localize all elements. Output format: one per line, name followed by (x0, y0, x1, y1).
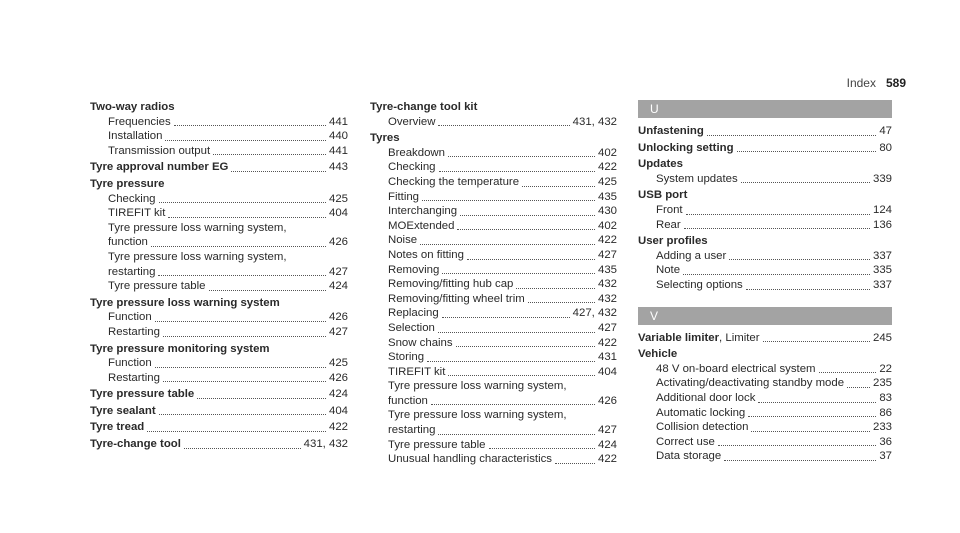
index-entry (370, 131, 617, 467)
dot-leader (763, 341, 870, 342)
sub-entry (370, 408, 617, 423)
sub-entry (370, 365, 617, 380)
index-entry (90, 342, 348, 386)
page-ref: 430 (597, 205, 617, 218)
sub-entry (638, 263, 892, 278)
dot-leader (684, 228, 870, 229)
entry-text: Variable limiter (638, 331, 720, 344)
entry-text: Snow chains (388, 336, 453, 349)
dot-leader (197, 398, 326, 399)
sub-entry (370, 336, 617, 351)
page-ref: 422 (597, 336, 617, 349)
dot-leader (751, 431, 870, 432)
sub-entry (638, 406, 892, 421)
index-entry (90, 420, 348, 435)
page-ref: 424 (328, 280, 348, 293)
dot-leader (555, 463, 595, 464)
page-ref: 80 (879, 141, 892, 154)
sub-entry (638, 203, 892, 218)
entry-text: Breakdown (388, 146, 445, 159)
sub-entry (370, 452, 617, 467)
sub-entry (638, 449, 892, 464)
sub-entry (638, 362, 892, 377)
page-ref: 337 (872, 249, 892, 262)
page-ref: 233 (872, 421, 892, 434)
entry-text: Adding a user (656, 249, 727, 262)
index-entry (638, 157, 892, 186)
sub-entry (90, 250, 348, 265)
dot-leader (168, 217, 326, 218)
dot-leader (448, 375, 595, 376)
page-ref: 22 (879, 362, 892, 375)
dot-leader (155, 321, 326, 322)
dot-leader (420, 244, 595, 245)
dot-leader (155, 367, 326, 368)
entry-text: Unfastening (638, 125, 704, 137)
index-entry (638, 124, 892, 139)
dot-leader (442, 317, 570, 318)
page-ref: 431 (597, 351, 617, 364)
main-term (370, 100, 617, 115)
entry-text: Tyre approval number EG (90, 161, 229, 174)
dot-leader (746, 289, 870, 290)
entry-text: restarting (388, 424, 436, 437)
dot-leader (748, 416, 876, 417)
page-ref: 425 (597, 175, 617, 188)
entry-text: Selection (388, 321, 435, 334)
index-entry (90, 160, 348, 175)
sub-entry (638, 435, 892, 450)
main-term (90, 160, 348, 175)
index-entry (638, 141, 892, 156)
entry-text: Tyre pressure loss warning system, (388, 409, 567, 422)
entry-text: Removing/fitting wheel trim (388, 292, 525, 305)
index-entry (638, 331, 892, 346)
page-ref: 245 (872, 331, 892, 344)
entry-text: Tyre-change tool kit (370, 101, 478, 113)
sub-entry (638, 278, 892, 293)
entry-text: Notes on fitting (388, 248, 464, 261)
sub-entry (638, 249, 892, 264)
sub-entry (90, 206, 348, 221)
page-ref: 86 (879, 406, 892, 419)
page-ref: 404 (328, 404, 348, 417)
entry-text: Front (656, 203, 683, 216)
sub-entry (638, 420, 892, 435)
entry-text: 48 V on-board electrical system (656, 362, 816, 375)
main-term (638, 347, 892, 362)
page-header (847, 76, 906, 90)
index-entry (638, 234, 892, 292)
index-column-3 (638, 100, 892, 466)
entry-text: Function (108, 311, 152, 324)
main-term (638, 124, 892, 139)
dot-leader (427, 361, 595, 362)
sub-entry (370, 233, 617, 248)
index-column-2 (370, 100, 617, 469)
entry-text: Tyre pressure monitoring system (90, 342, 270, 355)
dot-leader (159, 202, 326, 203)
sub-entry (638, 391, 892, 406)
entry-text: TIREFIT kit (108, 207, 166, 220)
page-ref: 426 (328, 371, 348, 384)
page-ref: 426 (328, 311, 348, 324)
sub-entry (90, 310, 348, 325)
sub-entry (638, 218, 892, 233)
page-ref: 427 (328, 325, 348, 338)
dot-leader (457, 229, 595, 230)
page-ref: 432 (597, 292, 617, 305)
entry-text: Unusual handling characteristics (388, 453, 552, 466)
header-title: Index (846, 76, 876, 90)
page-ref: 441 (328, 144, 348, 157)
entry-text: Restarting (108, 325, 160, 338)
page-ref: 424 (328, 388, 348, 401)
dot-leader (741, 182, 870, 183)
sub-entry (90, 325, 348, 340)
index-entry (638, 347, 892, 464)
entry-text: Overview (388, 115, 436, 128)
page-ref: 441 (328, 115, 348, 128)
sub-entry (370, 115, 617, 130)
entry-text: Fitting (388, 190, 420, 203)
page-ref: 404 (597, 365, 617, 378)
entry-text: Note (656, 264, 681, 277)
sub-entry (370, 160, 617, 175)
entry-text: Collision detection (656, 421, 749, 434)
page-ref: 424 (597, 438, 617, 451)
entry-text: Tyre pressure table (108, 280, 206, 293)
sub-entry (370, 219, 617, 234)
entry-text: function (388, 394, 428, 407)
entry-text: Tyre pressure (90, 177, 165, 190)
page-ref: 37 (879, 450, 892, 463)
dot-leader (165, 140, 326, 141)
dot-leader (718, 445, 876, 446)
page-ref: 425 (328, 192, 348, 205)
dot-leader (159, 414, 326, 415)
main-term (90, 296, 348, 311)
sub-entry (370, 204, 617, 219)
entry-text: TIREFIT kit (388, 365, 446, 378)
entry-text: Activating/deactivating standby mode (656, 377, 845, 390)
entry-text: User profiles (638, 235, 708, 248)
main-term (370, 131, 617, 146)
entry-text: Interchanging (388, 205, 458, 218)
dot-leader (184, 448, 301, 449)
main-term (90, 437, 348, 452)
page-ref: 435 (597, 190, 617, 203)
page-ref: 426 (597, 394, 617, 407)
sub-entry (638, 376, 892, 391)
page-ref: 435 (597, 263, 617, 276)
entry-text: Tyre pressure loss warning system (90, 296, 280, 309)
page-ref: 136 (872, 218, 892, 231)
dot-leader (442, 273, 595, 274)
entry-text: Tyre-change tool (90, 438, 181, 451)
entry-text: Additional door lock (656, 391, 756, 404)
sub-entry (370, 321, 617, 336)
sub-entry (370, 306, 617, 321)
index-entry (638, 188, 892, 232)
dot-leader (489, 448, 595, 449)
main-term (90, 177, 348, 192)
entry-text: Updates (638, 158, 683, 171)
dot-leader (460, 215, 595, 216)
sub-entry (370, 263, 617, 278)
sub-entry (370, 379, 617, 394)
entry-text: Removing (388, 263, 440, 276)
entry-text: Checking (388, 161, 436, 174)
entry-text: Tyres (370, 132, 400, 145)
sub-entry (370, 190, 617, 205)
sub-entry (90, 221, 348, 236)
index-entry (90, 296, 348, 340)
dot-leader (467, 259, 595, 260)
dot-leader (158, 275, 326, 276)
entry-text: Two-way radios (90, 101, 175, 113)
page-ref: 36 (879, 435, 892, 448)
sub-entry (370, 277, 617, 292)
dot-leader (847, 387, 870, 388)
dot-leader (737, 151, 877, 152)
dot-leader (163, 336, 326, 337)
main-term (90, 100, 348, 115)
page-ref: 124 (872, 203, 892, 216)
dot-leader (438, 434, 595, 435)
sub-entry-cont (370, 394, 617, 409)
page-ref: 427 (597, 248, 617, 261)
dot-leader (686, 214, 870, 215)
dot-leader (151, 246, 326, 247)
main-term (90, 342, 348, 357)
dot-leader (707, 135, 877, 136)
dot-leader (819, 372, 877, 373)
entry-text: MOExtended (388, 219, 455, 232)
entry-text: restarting (108, 265, 156, 278)
page-ref: 339 (872, 172, 892, 185)
entry-text: Tyre sealant (90, 404, 156, 417)
index-entry (90, 437, 348, 452)
dot-leader (528, 302, 595, 303)
page-ref: 443 (328, 161, 348, 174)
page-ref: 422 (597, 234, 617, 247)
index-column-1 (90, 100, 348, 454)
page-ref: 235 (872, 377, 892, 390)
sub-entry (370, 248, 617, 263)
entry-text: Rear (656, 218, 681, 231)
sub-entry (90, 192, 348, 207)
page-ref: 427 (597, 424, 617, 437)
main-term (90, 387, 348, 402)
sub-entry (370, 350, 617, 365)
dot-leader (522, 186, 595, 187)
dot-leader (724, 460, 876, 461)
entry-text: Tyre pressure table (90, 388, 195, 401)
page-ref: 402 (597, 219, 617, 232)
dot-leader (231, 171, 326, 172)
sub-entry (90, 129, 348, 144)
entry-text: Frequencies (108, 115, 171, 128)
page-ref: 432 (597, 278, 617, 291)
main-term (638, 157, 892, 172)
page-ref: 427, 432 (572, 307, 617, 320)
dot-leader (448, 156, 595, 157)
dot-leader (758, 402, 876, 403)
sub-entry (90, 279, 348, 294)
page-ref: 427 (597, 321, 617, 334)
entry-text: System updates (656, 172, 738, 185)
dot-leader (729, 259, 870, 260)
main-term (90, 420, 348, 435)
main-term (638, 234, 892, 249)
sub-entry (370, 438, 617, 453)
page-ref: 337 (872, 278, 892, 291)
dot-leader (438, 125, 569, 126)
entry-text: Vehicle (638, 348, 678, 361)
entry-text: Selecting options (656, 278, 743, 291)
entry-text: Noise (388, 234, 418, 247)
entry-text: Checking the temperature (388, 175, 520, 188)
page-ref: 440 (328, 130, 348, 143)
page-ref: 425 (328, 357, 348, 370)
sub-entry (370, 175, 617, 190)
entry-text: Restarting (108, 371, 160, 384)
entry-text: Transmission output (108, 144, 211, 157)
entry-text: Function (108, 357, 152, 370)
index-entry (90, 404, 348, 419)
page-ref: 422 (597, 453, 617, 466)
page-ref: 335 (872, 264, 892, 277)
sub-entry (90, 371, 348, 386)
sub-entry-cont (90, 265, 348, 280)
page-ref: 422 (597, 161, 617, 174)
entry-text: Automatic locking (656, 406, 746, 419)
dot-leader (174, 125, 326, 126)
page-number: 589 (885, 76, 906, 90)
entry-text: USB port (638, 189, 688, 202)
sub-entry-cont (370, 423, 617, 438)
dot-leader (456, 346, 595, 347)
entry-text: Checking (108, 192, 156, 205)
main-term (638, 331, 892, 346)
entry-text: Tyre tread (90, 421, 145, 434)
dot-leader (213, 154, 326, 155)
page-ref: 404 (328, 207, 348, 220)
main-term (638, 188, 892, 203)
page-ref: 402 (597, 146, 617, 159)
page-ref: 426 (328, 236, 348, 249)
entry-text: Removing/fitting hub cap (388, 278, 514, 291)
entry-text: Tyre pressure loss warning system, (388, 380, 567, 393)
main-term (638, 141, 892, 156)
dot-leader (439, 171, 595, 172)
letter-header: V (638, 307, 892, 325)
page-ref: 47 (879, 125, 892, 137)
sub-entry (370, 146, 617, 161)
dot-leader (683, 274, 870, 275)
page-ref: 422 (328, 421, 348, 434)
index-entry (90, 100, 348, 158)
letter-header: U (638, 100, 892, 118)
dot-leader (431, 404, 595, 405)
dot-leader (438, 332, 595, 333)
entry-text: Unlocking setting (638, 141, 734, 154)
sub-entry (638, 172, 892, 187)
entry-text: Data storage (656, 450, 722, 463)
dot-leader (422, 200, 595, 201)
page-ref: 83 (879, 391, 892, 404)
dot-leader (163, 381, 326, 382)
dot-leader (209, 290, 326, 291)
page-ref: 431, 432 (572, 115, 617, 128)
entry-text: Storing (388, 351, 425, 364)
sub-entry (370, 292, 617, 307)
main-term (90, 404, 348, 419)
entry-text: function (108, 236, 148, 249)
entry-text: Correct use (656, 435, 715, 448)
entry-text: Tyre pressure loss warning system, (108, 250, 287, 263)
sub-entry-cont (90, 235, 348, 250)
entry-text: Tyre pressure table (388, 438, 486, 451)
sub-entry (90, 356, 348, 371)
entry-text: Replacing (388, 307, 439, 320)
sub-entry (90, 115, 348, 130)
index-entry (90, 177, 348, 294)
entry-text: Tyre pressure loss warning system, (108, 221, 287, 234)
dot-leader (516, 288, 595, 289)
dot-leader (147, 431, 326, 432)
page-ref: 431, 432 (303, 438, 348, 451)
entry-label: , Limiter (719, 331, 760, 344)
sub-entry (90, 144, 348, 159)
page-ref: 427 (328, 265, 348, 278)
entry-text: Installation (108, 130, 163, 143)
index-entry (90, 387, 348, 402)
index-entry (370, 100, 617, 129)
